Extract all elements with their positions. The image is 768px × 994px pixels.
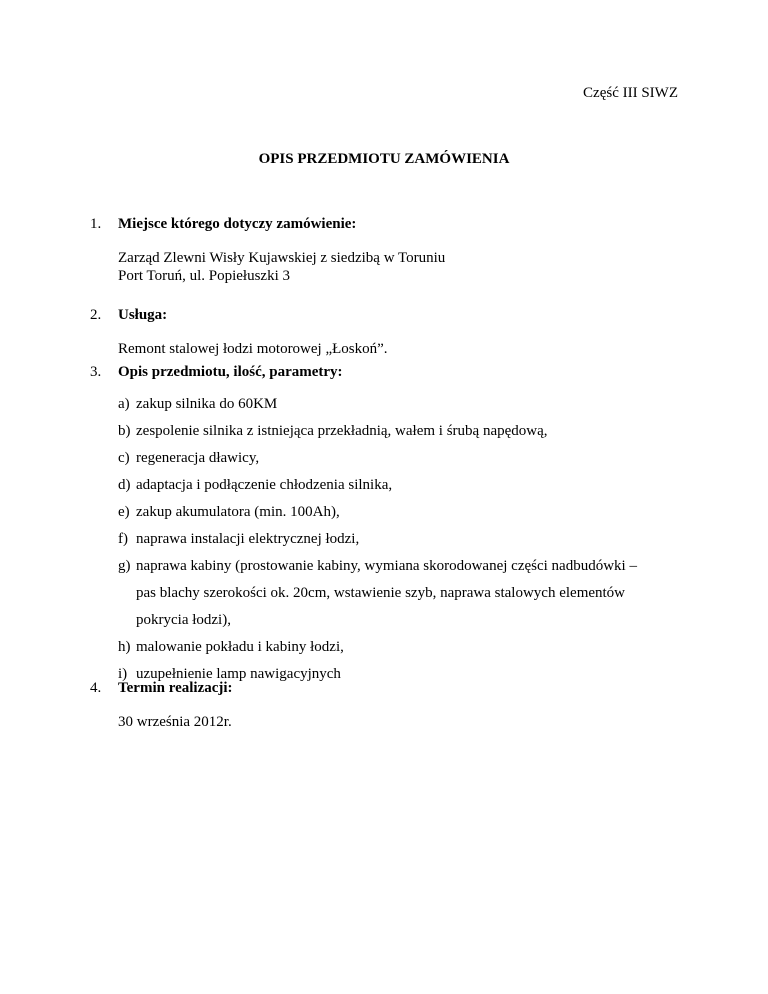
list-item — [118, 526, 688, 553]
address-line-2: Port Toruń, ul. Popiełuszki 3 — [118, 268, 291, 284]
section-body — [118, 340, 688, 358]
service-description: Remont stalowej łodzi motorowej „Łoskoń”. — [118, 341, 388, 357]
list-marker: a) — [118, 396, 130, 412]
list-marker: c) — [118, 450, 130, 466]
specification-list — [118, 391, 688, 688]
list-item-text: adaptacja i podłączenie chłodzenia silnika, — [136, 477, 393, 493]
address-line-1: Zarząd Zlewni Wisły Kujawskiej z siedzibą w Toruniu — [118, 250, 446, 266]
list-marker: g) — [118, 558, 131, 574]
list-marker: i) — [118, 666, 128, 682]
list-item-text: naprawa instalacji elektrycznej łodzi, — [136, 531, 360, 547]
list-item-text: zakup silnika do 60KM — [136, 396, 278, 412]
list-item — [118, 472, 688, 499]
section-title: Termin realizacji: — [118, 680, 233, 696]
list-item-text: naprawa kabiny (prostowanie kabiny, wymiana skorodowanej części nadbudówki – — [136, 558, 637, 574]
section-body — [118, 249, 688, 285]
section-number: 4. — [90, 680, 102, 696]
list-item-text: uzupełnienie lamp nawigacyjnych — [136, 666, 341, 682]
list-marker: f) — [118, 531, 128, 547]
deadline-date: 30 września 2012r. — [118, 714, 232, 730]
list-item — [118, 553, 688, 634]
section-number: 1. — [90, 216, 102, 232]
list-marker: e) — [118, 504, 130, 520]
list-item-continuation: pas blachy szerokości ok. 20cm, wstawienie szyb, naprawa stalowych elementów — [136, 585, 626, 601]
list-item-continuation: pokrycia łodzi), — [136, 612, 231, 628]
section-body — [118, 713, 688, 731]
section-number: 3. — [90, 364, 102, 380]
list-item — [118, 634, 688, 661]
list-marker: d) — [118, 477, 131, 493]
list-item — [118, 418, 688, 445]
list-item-text: zespolenie silnika z istniejąca przekładnią, wałem i śrubą napędową, — [136, 423, 548, 439]
list-item — [118, 445, 688, 472]
section-title: Opis przedmiotu, ilość, parametry: — [118, 364, 343, 380]
part-label: Część III SIWZ — [583, 85, 678, 101]
list-item-text: zakup akumulatora (min. 100Ah), — [136, 504, 340, 520]
section-title: Usługa: — [118, 307, 168, 323]
list-item-text: regeneracja dławicy, — [136, 450, 260, 466]
list-item — [118, 391, 688, 418]
document-title: OPIS PRZEDMIOTU ZAMÓWIENIA — [258, 151, 510, 167]
list-item-text: malowanie pokładu i kabiny łodzi, — [136, 639, 344, 655]
section-number: 2. — [90, 307, 102, 323]
section-title: Miejsce którego dotyczy zamówienie: — [118, 216, 357, 232]
list-item — [118, 499, 688, 526]
list-marker: h) — [118, 639, 131, 655]
list-marker: b) — [118, 423, 131, 439]
